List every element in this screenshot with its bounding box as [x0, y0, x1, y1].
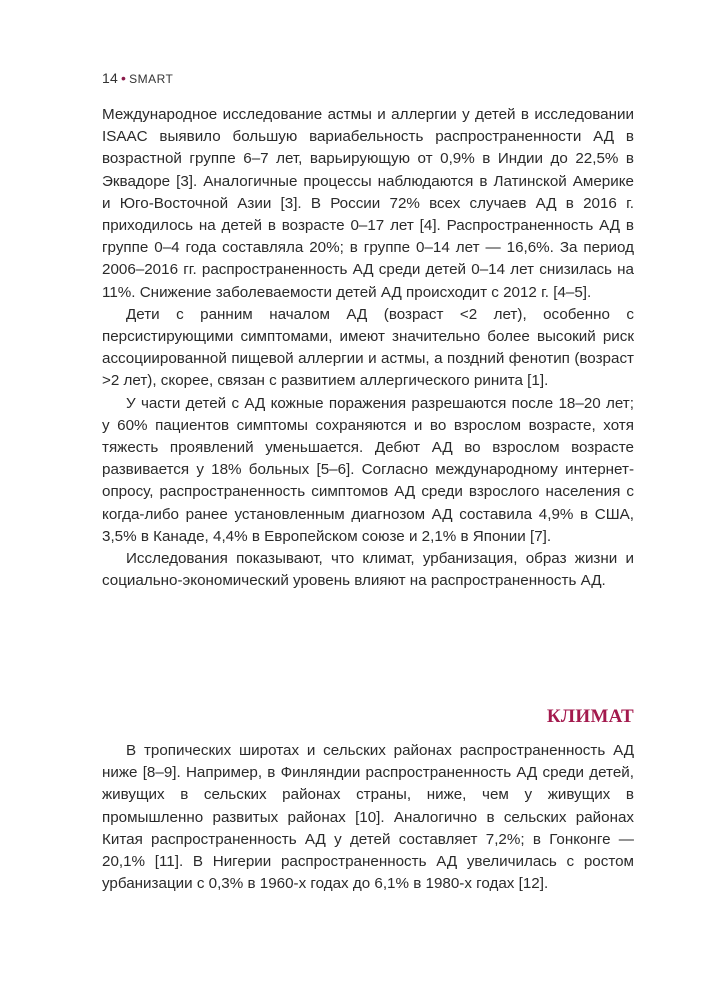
paragraph-1: Международное исследование астмы и аллергии у детей в исследовании ISAAC выявило большую вариабельность распространенности АД в возрастной группе 6–7 лет, варьирующую от 0,9% в Индии до 22,5% в Эквадоре [3]. Аналогичные процессы наблюдаются в Латинской Америке и Юго-Восточной Азии [3]. В России 72% всех случаев АД в 2016 г. приходилось на детей в возрасте 0–17 лет [4]. Распространенность АД в группе 0–4 года составляла 20%; в группе 0–14 лет — 16,6%. За период 2006–2016 гг. распространенность АД среди детей 0–14 лет снизилась на 11%. Снижение заболеваемости детей АД происходит с 2012 г. [4–5].	[102, 106, 634, 301]
brand-label: SMART	[129, 72, 174, 86]
section-heading-climate: КЛИМАТ	[546, 706, 634, 727]
header-separator: •	[120, 70, 127, 86]
paragraph-2: Дети с ранним началом АД (возраст <2 лет), особенно с персистирующими симптомами, имеют значительно более высокий риск ассоциированной пищевой аллергии и астмы, а поздний фенотип (возраст >2 лет), скорее, связан с развитием аллергического ринита [1].	[102, 305, 634, 390]
running-header	[102, 70, 173, 86]
section-body-text	[102, 740, 634, 895]
body-text	[102, 104, 634, 592]
paragraph-4: Исследования показывают, что климат, урбанизация, образ жизни и социально-экономический уровень влияют на распространенность АД.	[102, 550, 634, 590]
section-paragraph-1: В тропических широтах и сельских районах распространенность АД ниже [8–9]. Например, в Финляндии распространенность АД среди детей, живущих в сельских районах страны, ниже, чем у живущих в промышленно развитых районах [10]. Аналогично в сельских районах Китая распространенность АД у детей составляет 7,2%; в Гонконге — 20,1% [11]. В Нигерии распространенность АД увеличилась с ростом урбанизации с 0,3% в 1960-х годах до 6,1% в 1980-х годах [12].	[102, 742, 634, 893]
paragraph-3: У части детей с АД кожные поражения разрешаются после 18–20 лет; у 60% пациентов симптомы сохраняются и во взрослом возрасте, хотя тяжесть проявлений уменьшается. Дебют АД во взрослом возрасте развивается у 18% больных [5–6]. Согласно международному интернет-опросу, распространенность симптомов АД среди взрослого населения с когда-либо ранее установленным диагнозом АД составила 4,9% в США, 3,5% в Канаде, 4,4% в Европейском союзе и 2,1% в Японии [7].	[102, 394, 634, 545]
page-number: 14	[102, 70, 118, 86]
